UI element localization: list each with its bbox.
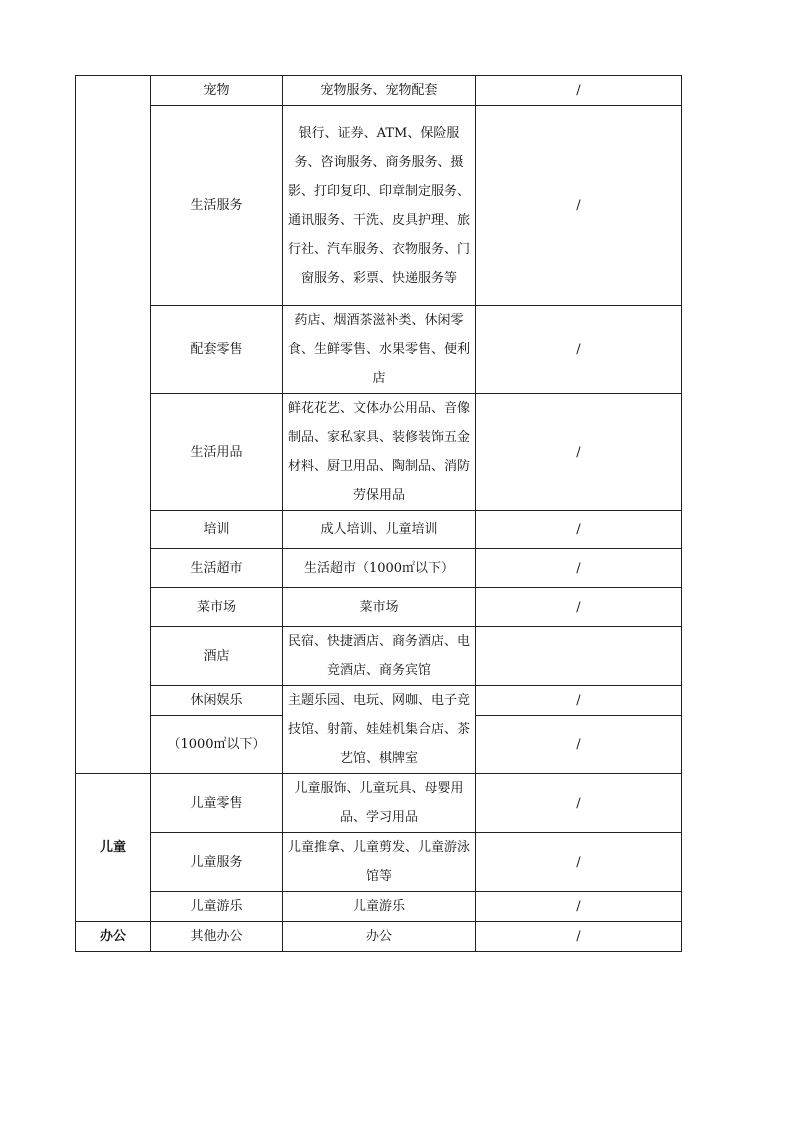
subcategory-cell: （1000㎡以下） [151,716,283,774]
subcategory-cell: 生活服务 [151,106,283,306]
table-row [76,306,682,394]
subcategory-cell: 培训 [151,511,283,549]
note-cell: / [476,833,682,892]
table-row [76,774,682,833]
subcategory-cell: 儿童游乐 [151,892,283,922]
table-row [76,511,682,549]
table-row [76,922,682,952]
category-cell: 儿童 [76,774,151,922]
subcategory-cell: 配套零售 [151,306,283,394]
content-cell: 成人培训、儿童培训 [283,511,476,549]
subcategory-cell: 生活用品 [151,394,283,511]
table-row [76,76,682,106]
note-cell: / [476,394,682,511]
content-cell: 宠物服务、宠物配套 [283,76,476,106]
content-cell: 儿童服饰、儿童玩具、母婴用品、学习用品 [283,774,476,833]
note-cell: / [476,892,682,922]
table-row [76,106,682,306]
content-cell: 办公 [283,922,476,952]
subcategory-cell: 儿童服务 [151,833,283,892]
content-cell: 银行、证券、ATM、保险服务、咨询服务、商务服务、摄影、打印复印、印章制定服务、通讯服务、干洗、皮具护理、旅行社、汽车服务、衣物服务、门窗服务、彩票、快递服务等 [283,106,476,306]
content-cell: 儿童推拿、儿童剪发、儿童游泳馆等 [283,833,476,892]
subcategory-cell: 酒店 [151,627,283,686]
subcategory-cell: 休闲娱乐 [151,686,283,716]
content-cell: 药店、烟酒茶滋补类、休闲零食、生鲜零售、水果零售、便利店 [283,306,476,394]
content-cell: 民宿、快捷酒店、商务酒店、电竞酒店、商务宾馆 [283,627,476,686]
category-cell: 办公 [76,922,151,952]
note-cell: / [476,774,682,833]
content-cell: 生活超市（1000㎡以下） [283,549,476,588]
note-cell: / [476,922,682,952]
category-cell [76,76,151,774]
note-cell: / [476,106,682,306]
table-row [76,394,682,511]
content-cell: 主题乐园、电玩、网咖、电子竞技馆、射箭、娃娃机集合店、茶艺馆、棋牌室 [283,686,476,774]
subcategory-cell: 宠物 [151,76,283,106]
subcategory-cell: 菜市场 [151,588,283,627]
table-row [76,588,682,627]
note-cell: / [476,306,682,394]
note-cell: / [476,76,682,106]
business-category-table [75,75,682,952]
table-row [76,549,682,588]
note-cell [476,627,682,686]
note-cell: / [476,511,682,549]
subcategory-cell: 其他办公 [151,922,283,952]
table-row [76,686,682,716]
subcategory-cell: 儿童零售 [151,774,283,833]
content-cell: 菜市场 [283,588,476,627]
subcategory-cell: 生活超市 [151,549,283,588]
content-cell: 鲜花花艺、文体办公用品、音像制品、家私家具、装修装饰五金材料、厨卫用品、陶制品、消防劳保用品 [283,394,476,511]
note-cell: / [476,716,682,774]
table-row [76,833,682,892]
table-row [76,627,682,686]
table-row [76,892,682,922]
content-cell: 儿童游乐 [283,892,476,922]
note-cell: / [476,686,682,716]
note-cell: / [476,549,682,588]
note-cell: / [476,588,682,627]
